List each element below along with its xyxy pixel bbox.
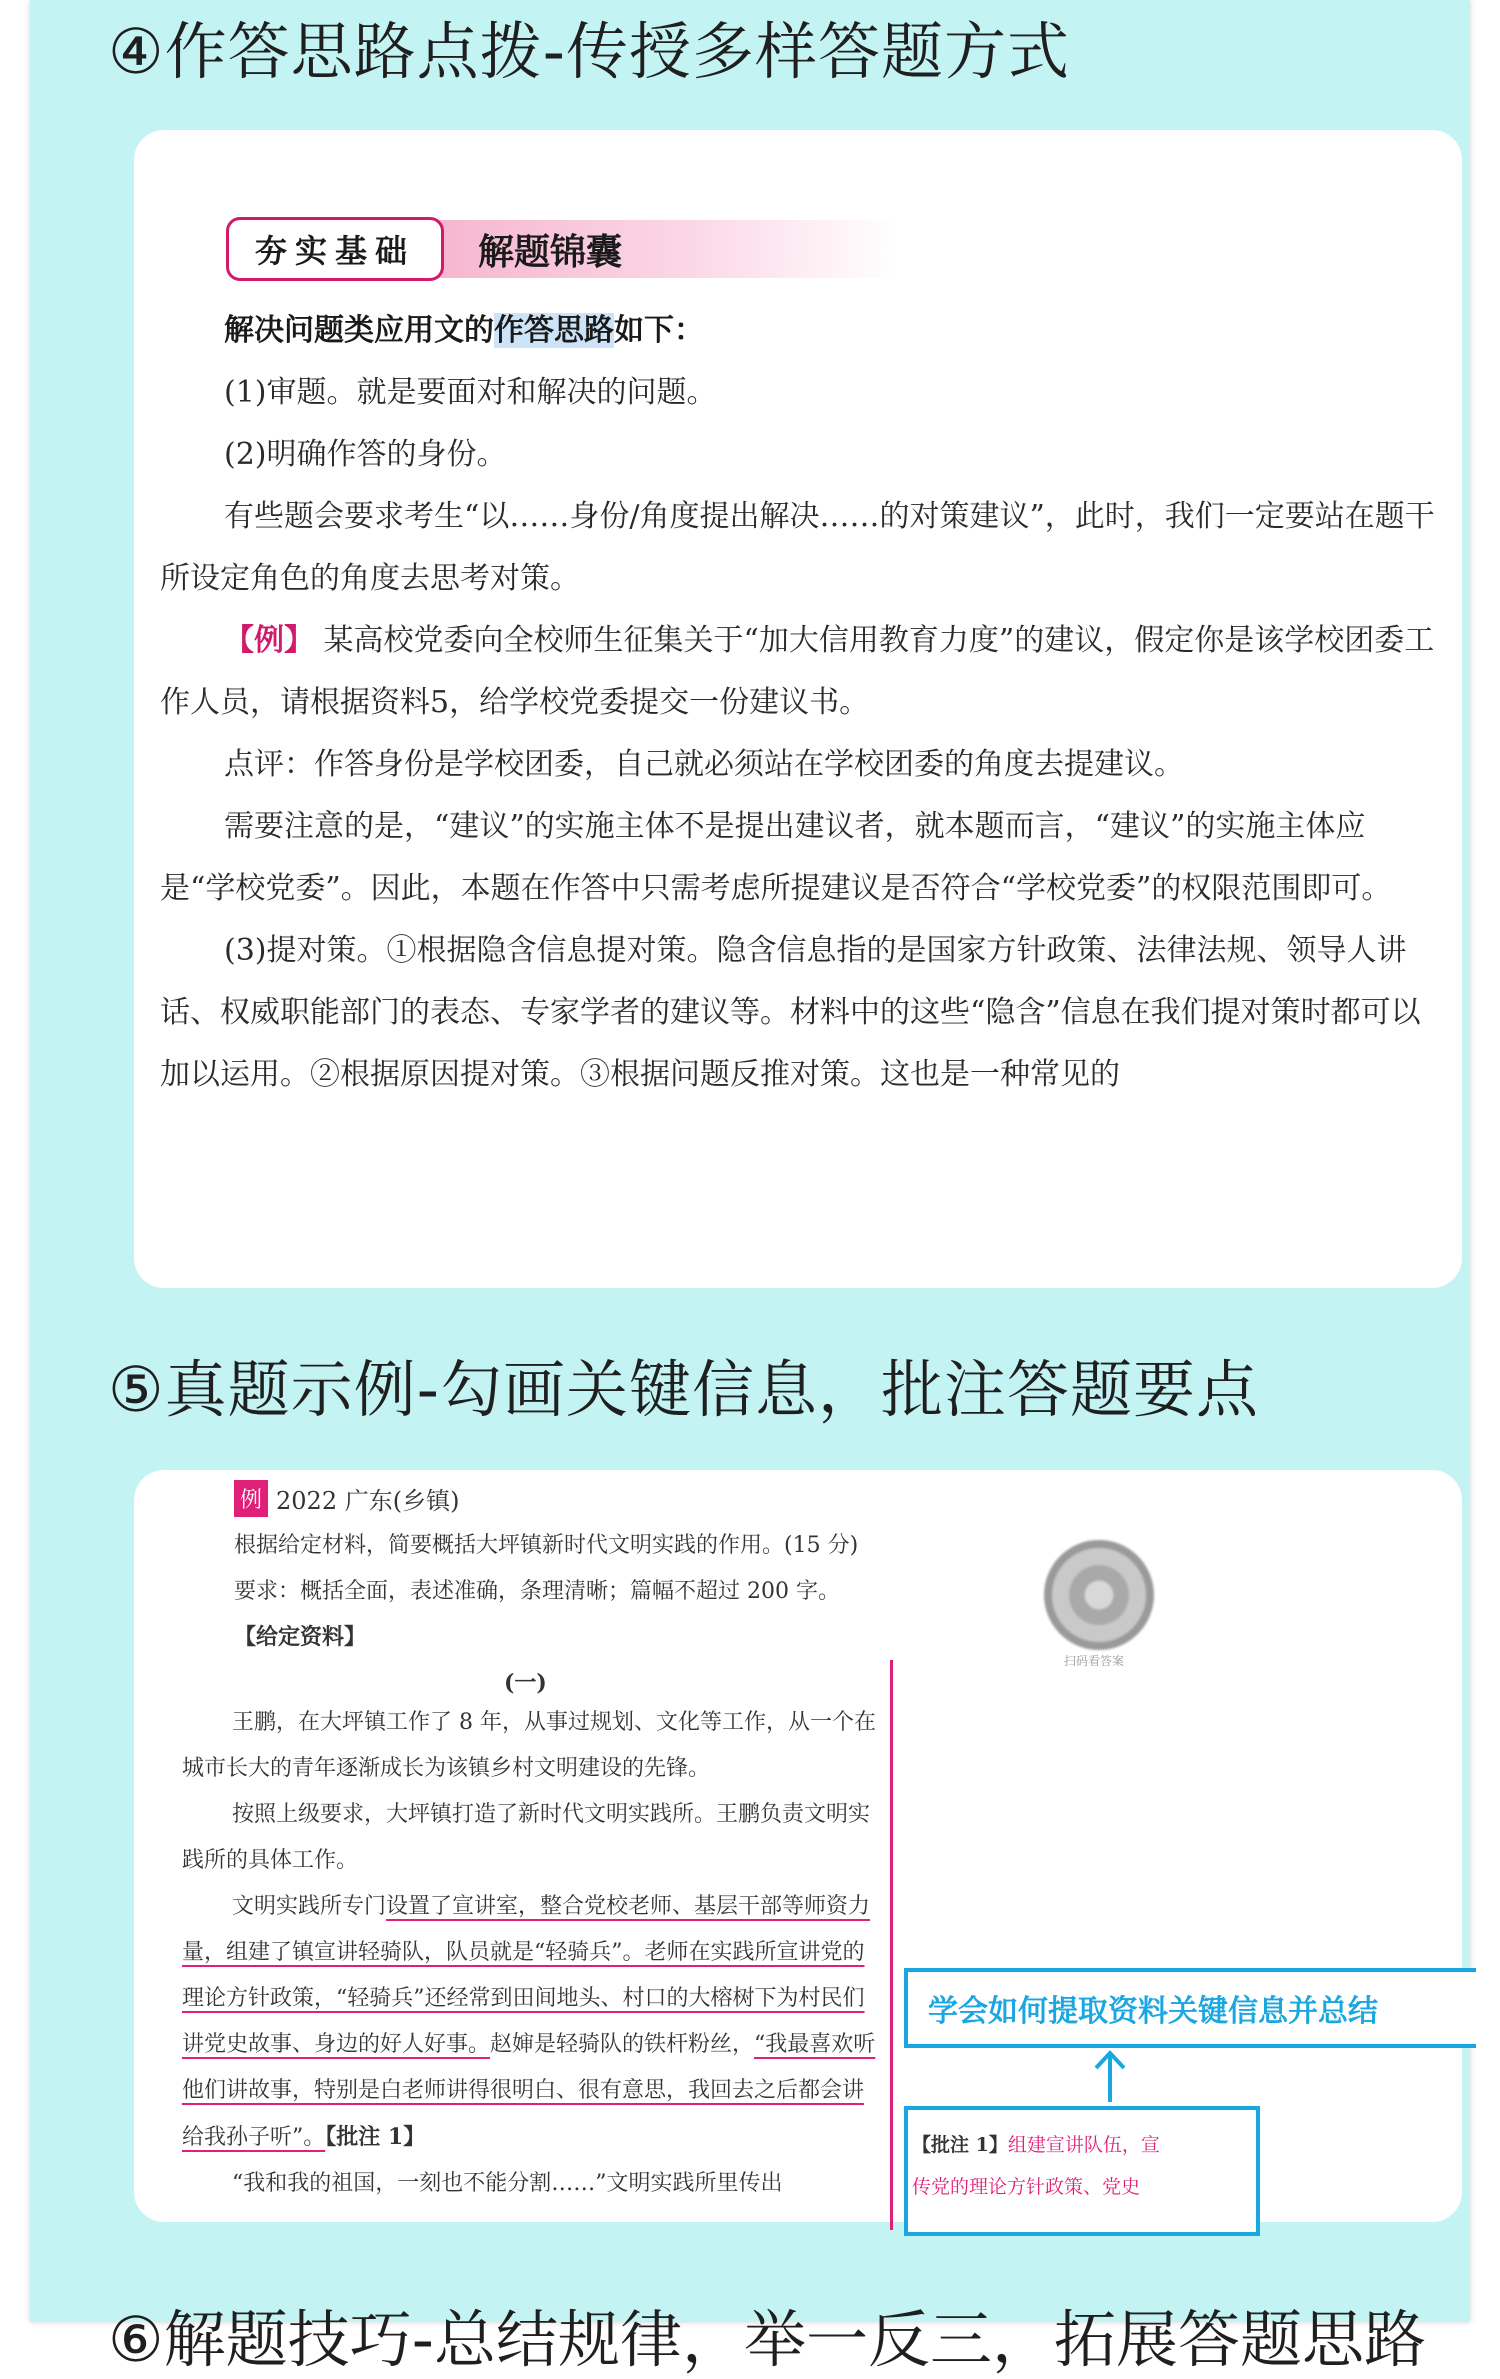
section-title-5: ⑤真题示例-勾画关键信息，批注答题要点 [108,1353,1259,1426]
lead-line [160,300,1440,362]
qr-code-icon [1044,1540,1154,1650]
article-paragraph-2: 按照上级要求，大坪镇打造了新时代文明实践所。王鹏负责文明实践所的具体工作。 [182,1802,871,1873]
article-text: 赵婶是轻骑队的铁杆粉丝， [490,2032,755,2057]
exam-source: 2022 广东(乡镇) [276,1487,460,1515]
annotation-box [904,2106,1260,2236]
badge-tips: 解题锦囊 [434,220,898,278]
example-tag: 【例】 [224,623,314,658]
annotation-text: 组建宣讲队伍，宣 [1007,2134,1160,2156]
step-1: (1)审题。就是要面对和解决的问题。 [224,375,717,410]
article-paragraph-3 [182,1884,882,2161]
example-paragraph [160,610,1440,734]
material-part: (一) [504,1670,547,1696]
example-text: 某高校党委向全校师生征集关于“加大信用教育力度”的建议，假定你是该学校团委工作人员，请根据资料5，给学校党委提交一份建议书。 [160,623,1435,720]
callout-box: 学会如何提取资料关键信息并总结 [904,1968,1476,2048]
annotation-line-2: 传党的理论方针政策、党史 [912,2176,1141,2198]
annotation-ref: 【批注 1】 [325,2124,426,2150]
arrow-up-icon [1090,2048,1130,2104]
lead-text-b: 如下： [614,313,704,348]
excerpt-card-real-exam [134,1470,1462,2222]
step-3: (3)提对策。①根据隐含信息提对策。隐含信息指的是国家方针政策、法律法规、领导人讲话、权威职能部门的表态、专家学者的建议等。材料中的这些“隐含”信息在我们提对策时都可以加以运用。②根据原因提对策。③根据问题反推对策。这也是一种常见的 [160,933,1421,1092]
step-2: (2)明确作答的身份。 [224,437,507,472]
material-article [182,1700,882,2207]
section-badge [226,215,898,283]
excerpt-body [160,300,1440,1106]
underlined-key-info: “我最喜欢听他们讲故事，特别是白老师讲得很明白、很有意思，我回去之后都会讲给我孙子听”。 [182,2032,876,2150]
paragraph-identity: 有些题会要求考生“以……身份/角度提出解决……的对策建议”，此时，我们一定要站在题干所设定角色的角度去思考对策。 [160,499,1435,596]
highlighted-phrase: 作答思路 [494,313,614,348]
comment-paragraph: 点评：作答身份是学校团委，自己就必须站在学校团委的角度去提建议。 [224,747,1184,782]
page-frame [30,0,1470,2376]
annotation-line-1 [912,2130,1160,2157]
section-title-4: ④作答思路点拨-传授多样答题方式 [108,15,1070,88]
underlined-key-info: 设置了宣讲室，整合党校老师、基层干部等师资力量，组建了镇宣讲轻骑队，队员就是“轻骑兵”。老师在实践所宣讲党的理论方针政策，“轻骑兵”还经常到田间地头、村口的大榕树下为村民们讲党史故事、身边的好人好事。 [182,1894,871,2057]
example-tag: 例 [234,1480,268,1517]
exam-question: 根据给定材料，简要概括大坪镇新时代文明实践的作用。(15 分) [234,1533,859,1558]
qr-label: 扫码看答案 [1064,1654,1125,1668]
article-paragraph-4: “我和我的祖国，一刻也不能分割……”文明实践所里传出 [232,2171,783,2196]
material-label: 【给定资料】 [234,1624,367,1650]
margin-divider [890,1660,893,2230]
article-paragraph-1: 王鹏，在大坪镇工作了 8 年，从事过规划、文化等工作，从一个在城市长大的青年逐渐成长为该镇乡村文明建设的先锋。 [182,1710,876,1781]
excerpt-card-answer-approach [134,130,1462,1288]
note-paragraph: 需要注意的是，“建议”的实施主体不是提出建议者，就本题而言，“建议”的实施主体应是“学校党委”。因此，本题在作答中只需考虑所提建议是否符合“学校党委”的权限范围即可。 [160,809,1392,906]
section-title-6-partial: ⑥解题技巧-总结规律，举一反三，拓展答题思路 [108,2303,1426,2376]
exam-requirement: 要求：概括全面，表述准确，条理清晰；篇幅不超过 200 字。 [234,1579,840,1604]
article-text: 文明实践所专门 [232,1894,387,1919]
lead-text-a: 解决问题类应用文的 [224,313,494,348]
badge-foundation: 夯实基础 [226,217,444,281]
exam-header [234,1480,459,1517]
annotation-label: 【批注 1】 [912,2134,1008,2156]
